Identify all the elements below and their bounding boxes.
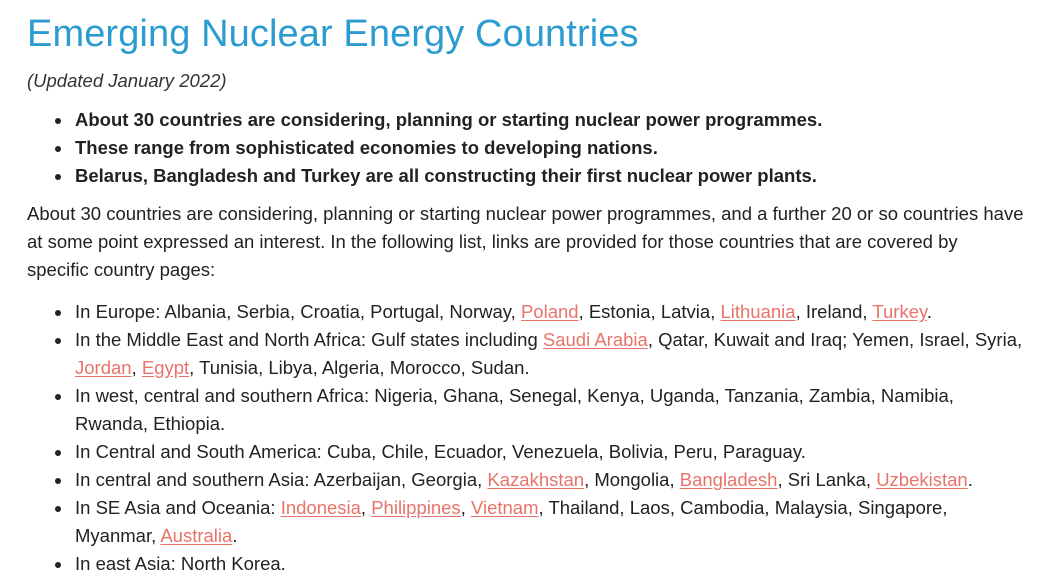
country-link-indonesia[interactable]: Indonesia [280,497,361,518]
region-text: , Sri Lanka, [777,469,877,490]
region-text: , Thailand, Laos, Cambodia, Malaysia, Singapore, Myanmar, [75,497,948,546]
region-text: , Estonia, Latvia, [578,301,721,322]
country-link-lithuania[interactable]: Lithuania [720,301,796,322]
region-text: In the Middle East and North Africa: Gulf states including [75,329,543,350]
country-link-egypt[interactable]: Egypt [141,357,190,378]
region-text: In Central and South America: Cuba, Chile, Ecuador, Venezuela, Bolivia, Peru, Paraguay. [75,441,806,462]
region-text: , Mongolia, [584,469,680,490]
region-text: . [926,301,932,322]
country-link-turkey[interactable]: Turkey [872,301,927,322]
region-item-east-asia [75,550,1024,578]
region-item-central-asia [75,466,1024,494]
key-points-list [27,106,1024,190]
country-link-kazakhstan[interactable]: Kazakhstan [487,469,585,490]
region-text: , Qatar, Kuwait and Iraq; Yemen, Israel, Syria, [647,329,1023,350]
region-text: In SE Asia and Oceania: [75,497,281,518]
region-item-middle-east [75,326,1024,382]
region-text: , Tunisia, Libya, Algeria, Morocco, Sudan. [189,357,530,378]
region-text: In Europe: Albania, Serbia, Croatia, Portugal, Norway, [75,301,521,322]
region-item-africa [75,382,1024,438]
updated-date: (Updated January 2022) [27,70,227,91]
region-text: In central and southern Asia: Azerbaijan, Georgia, [75,469,488,490]
page-title: Emerging Nuclear Energy Countries [27,13,639,55]
key-point: About 30 countries are considering, planning or starting nuclear power programmes. [75,106,1024,134]
region-item-europe [75,298,1024,326]
key-point: Belarus, Bangladesh and Turkey are all constructing their first nuclear power plants. [75,162,1024,190]
region-text: , [131,357,142,378]
country-link-bangladesh[interactable]: Bangladesh [679,469,778,490]
country-link-philippines[interactable]: Philippines [371,497,461,518]
region-text: . [967,469,973,490]
region-item-south-america [75,438,1024,466]
region-text: , [460,497,471,518]
key-point: These range from sophisticated economies to developing nations. [75,134,1024,162]
country-link-jordan[interactable]: Jordan [75,357,132,378]
region-text: . [232,525,238,546]
region-text: , [360,497,372,518]
region-text: In east Asia: North Korea. [75,553,286,574]
country-link-uzbekistan[interactable]: Uzbekistan [876,469,968,490]
country-link-vietnam[interactable]: Vietnam [470,497,539,518]
country-link-saudi-arabia[interactable]: Saudi Arabia [542,329,648,350]
region-item-se-asia [75,494,1024,550]
regions-list [27,298,1024,578]
intro-paragraph: About 30 countries are considering, planning or starting nuclear power programmes, and a further 20 or so countries have at some point expressed an interest. In the following list, links are provided for those countries that are covered by specific country pages: [27,203,1024,280]
country-link-poland[interactable]: Poland [520,301,579,322]
region-text: , Ireland, [795,301,873,322]
country-link-australia[interactable]: Australia [160,525,233,546]
region-text: In west, central and southern Africa: Nigeria, Ghana, Senegal, Kenya, Uganda, Tanzania, Zambia, Namibia, Rwanda, Ethiopia. [75,385,954,434]
